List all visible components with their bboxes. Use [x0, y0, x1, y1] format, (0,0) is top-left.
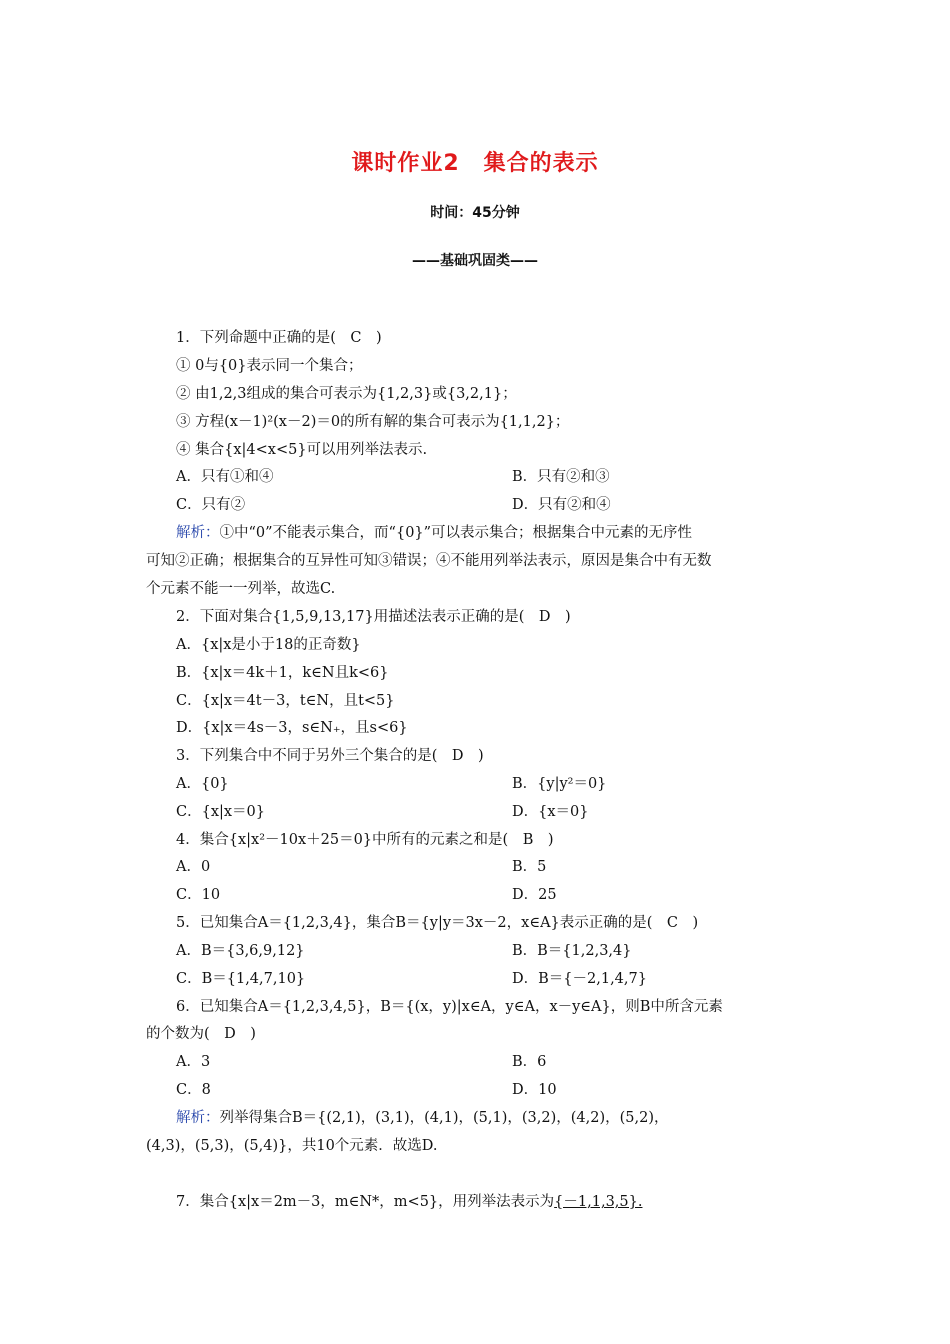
q1-analysis-line-3: 个元素不能一一列举，故选C. [146, 581, 336, 597]
q2-stem: 2．下面对集合{1,5,9,13,17}用描述法表示正确的是( D ) [176, 609, 571, 625]
q2-option-d: D．{x|x＝4s－3，s∈N₊，且s<6} [176, 720, 408, 736]
q1-statement-1: ① 0与{0}表示同一个集合； [176, 358, 363, 374]
q4-option-a: A．0 [176, 859, 211, 875]
q4-stem: 4．集合{x|x²－10x＋25＝0}中所有的元素之和是( B ) [176, 832, 554, 848]
q4-option-b: B．5 [512, 859, 547, 875]
q2-option-c: C．{x|x＝4t－3，t∈N，且t<5} [176, 693, 395, 709]
q6-option-a: A．3 [176, 1054, 211, 1070]
q1-option-c: C．只有② [176, 497, 246, 513]
page-title [0, 146, 950, 177]
q5-option-c: C．B＝{1,4,7,10} [176, 971, 306, 987]
analysis-label: 解析： [176, 1110, 220, 1126]
q1-statement-3: ③ 方程(x－1)²(x－2)＝0的所有解的集合可表示为{1,1,2}； [176, 414, 570, 430]
q3-option-d: D．{x＝0} [512, 804, 589, 820]
analysis-label: 解析： [176, 525, 220, 541]
q1-statement-4: ④ 集合{x|4<x<5}可以用列举法表示. [176, 442, 428, 458]
q1-analysis-line-1: 解析：①中“0”不能表示集合，而“{0}”可以表示集合；根据集合中元素的无序性 [176, 525, 693, 541]
title-part1: 课时作业2 [351, 151, 460, 176]
q6-option-d: D．10 [512, 1082, 557, 1098]
title-part2: 集合的表示 [483, 151, 599, 176]
q7-stem: 7．集合{x|x＝2m－3，m∈N*，m<5}，用列举法表示为{－1,1,3,5}. [176, 1194, 643, 1210]
q6-stem-line-2: 的个数为( D ) [146, 1026, 256, 1042]
q4-option-d: D．25 [512, 887, 557, 903]
q3-option-b: B．{y|y²＝0} [512, 776, 607, 792]
q4-option-c: C．10 [176, 887, 221, 903]
q1-statement-2: ② 由1,2,3组成的集合可表示为{1,2,3}或{3,2,1}； [176, 386, 517, 402]
q1-analysis-line-2: 可知②正确；根据集合的互异性可知③错误；④不能用列举法表示，原因是集合中有无数 [146, 553, 712, 569]
q5-option-b: B．B＝{1,2,3,4} [512, 943, 632, 959]
q1-option-d: D．只有②和④ [512, 497, 611, 513]
section-heading: ——基础巩固类—— [412, 253, 538, 269]
q3-option-a: A．{0} [176, 776, 229, 792]
q3-option-c: C．{x|x＝0} [176, 804, 266, 820]
q1-stem: 1．下列命题中正确的是( C ) [176, 330, 382, 346]
time-limit: 时间：45分钟 [430, 205, 520, 221]
q6-analysis-line-2: (4,3)，(5,3)，(5,4)}，共10个元素．故选D. [146, 1138, 438, 1154]
q6-stem-line-1: 6．已知集合A＝{1,2,3,4,5}，B＝{(x，y)|x∈A，y∈A，x－y∈A}，则B中所含元素 [176, 999, 723, 1015]
q6-option-c: C．8 [176, 1082, 211, 1098]
q1-option-a: A．只有①和④ [176, 469, 274, 485]
q6-analysis-line-1: 解析：列举得集合B＝{(2,1)，(3,1)，(4,1)，(5,1)，(3,2)，(4,2)，(5,2)， [176, 1110, 669, 1126]
q7-answer: {－1,1,3,5}. [554, 1194, 643, 1210]
q2-option-b: B．{x|x＝4k＋1，k∈N且k<6} [176, 665, 389, 681]
q2-option-a: A．{x|x是小于18的正奇数} [176, 637, 361, 653]
q5-option-a: A．B＝{3,6,9,12} [176, 943, 305, 959]
q6-option-b: B．6 [512, 1054, 547, 1070]
q3-stem: 3．下列集合中不同于另外三个集合的是( D ) [176, 748, 484, 764]
q1-option-b: B．只有②和③ [512, 469, 610, 485]
q5-stem: 5．已知集合A＝{1,2,3,4}，集合B＝{y|y＝3x－2，x∈A}表示正确的是( C ) [176, 915, 699, 931]
q5-option-d: D．B＝{－2,1,4,7} [512, 971, 647, 987]
